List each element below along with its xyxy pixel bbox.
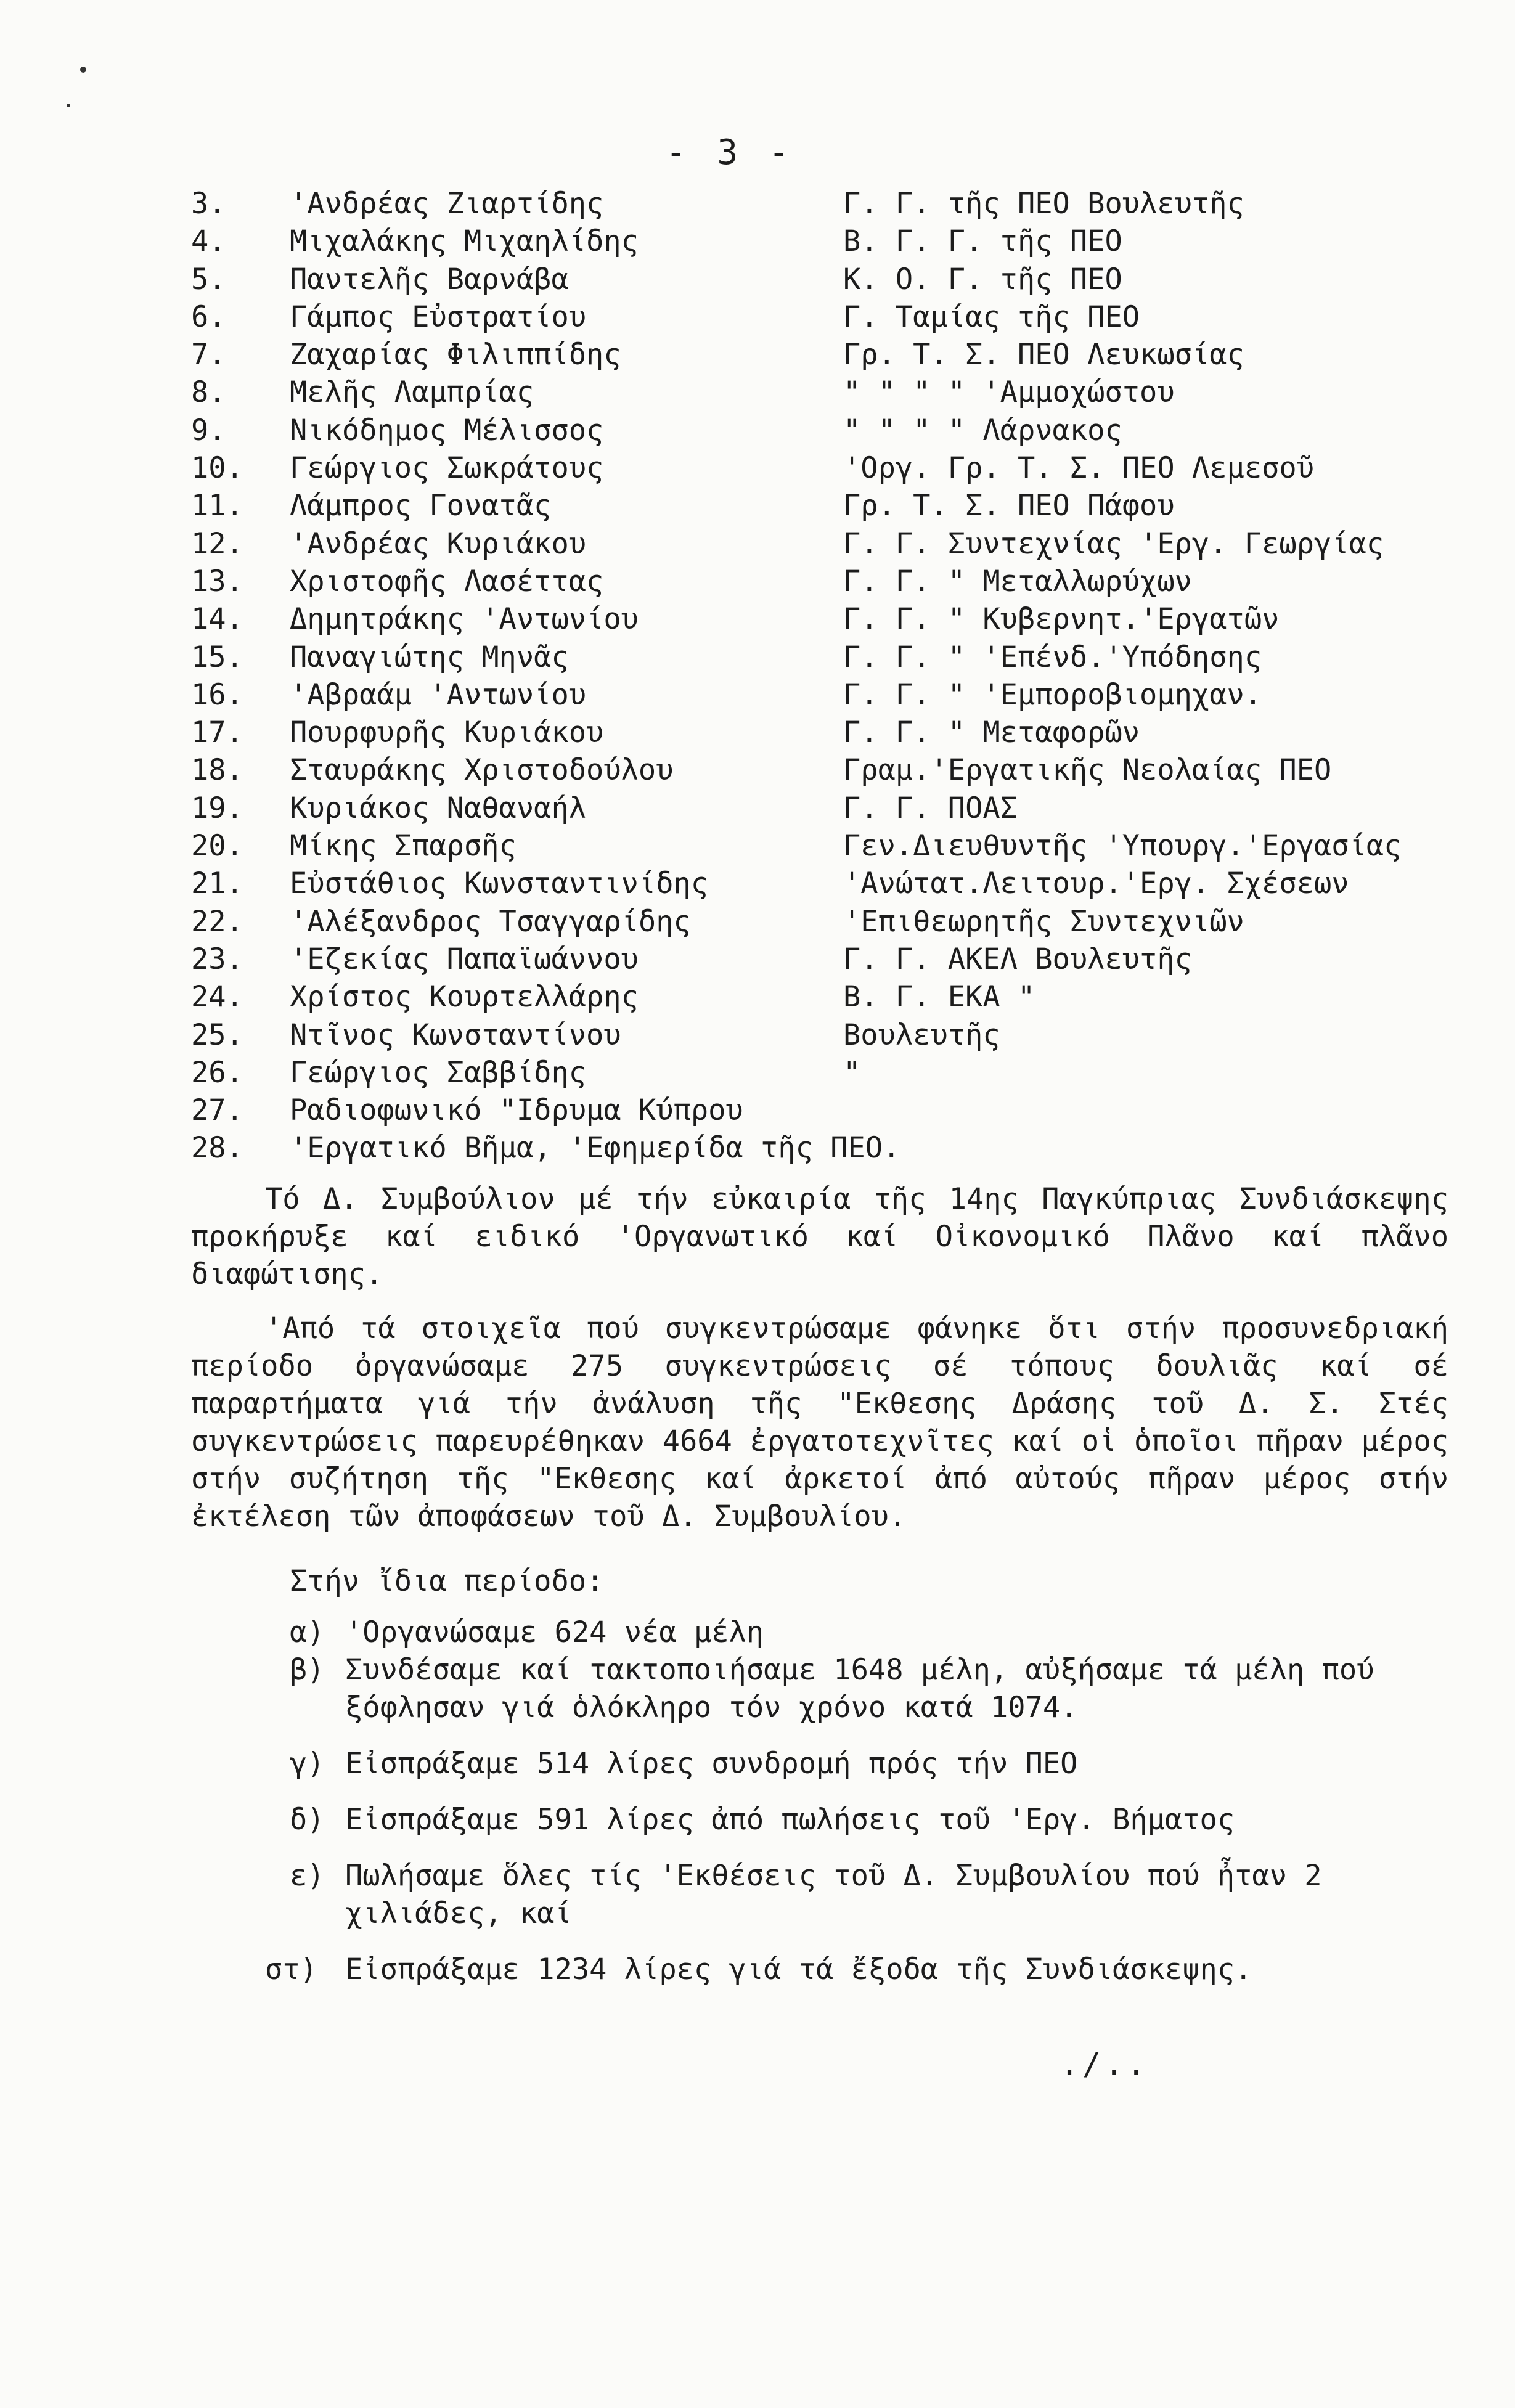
- list-item: [191, 639, 1461, 676]
- person-name: Γεώργιος Σαββίδης: [290, 1055, 587, 1090]
- person-role: Γ. Γ. τῆς ΠΕΟ Βουλευτῆς: [843, 187, 1244, 221]
- person-role: Γ. Ταμίας τῆς ΠΕΟ: [843, 300, 1140, 334]
- person-name: Παναγιώτης Μηνᾶς: [290, 640, 569, 674]
- person-name: Γάμπος Εὐστρατίου: [290, 300, 587, 334]
- list-item: [191, 336, 1461, 373]
- person-name: Ντῖνος Κωνσταντίνου: [290, 1018, 621, 1052]
- achievement-item: [290, 1651, 1461, 1726]
- achievement-item: [265, 1951, 1461, 1988]
- item-number: 25.: [191, 1018, 243, 1052]
- item-number: 5.: [191, 262, 226, 296]
- item-number: 4.: [191, 224, 226, 259]
- item-number: 8.: [191, 375, 226, 410]
- person-role: Γ. Γ. " Κυβερνητ.'Εργατῶν: [843, 602, 1280, 637]
- person-name: 'Εργατικό Βῆμα, 'Εφημερίδα τῆς ΠΕΟ.: [290, 1131, 900, 1165]
- person-role: 'Ανώτατ.Λειτουρ.'Εργ. Σχέσεων: [843, 867, 1349, 901]
- item-number: 15.: [191, 640, 243, 674]
- item-number: 11.: [191, 489, 243, 523]
- person-name: 'Αβραάμ 'Αντωνίου: [290, 677, 587, 712]
- item-number: 17.: [191, 716, 243, 750]
- list-item: [191, 449, 1461, 487]
- item-number: 12.: [191, 526, 243, 561]
- item-text: Πωλήσαμε ὅλες τίς 'Εκθέσεις τοῦ Δ. Συμβουλίου πού ἦταν 2 χιλιάδες, καί: [345, 1859, 1322, 1930]
- item-number: 22.: [191, 904, 243, 939]
- period-intro: Στήν ἴδια περίοδο:: [290, 1564, 604, 1598]
- person-role: Βουλευτῆς: [843, 1018, 1000, 1052]
- item-label: α): [290, 1615, 325, 1649]
- person-name: 'Αλέξανδρος Τσαγγαρίδης: [290, 904, 691, 939]
- person-name: Μίκης Σπαρσῆς: [290, 829, 517, 863]
- item-number: 13.: [191, 564, 243, 598]
- person-role: 'Οργ. Γρ. Τ. Σ. ΠΕΟ Λεμεσοῦ: [843, 451, 1315, 486]
- item-number: 20.: [191, 829, 243, 863]
- person-name: 'Ανδρέας Κυριάκου: [290, 526, 587, 561]
- person-role: ": [843, 1055, 861, 1090]
- item-number: 26.: [191, 1055, 243, 1090]
- item-text: Συνδέσαμε καί τακτοποιήσαμε 1648 μέλη, αὐξήσαμε τά μέλη πού ξόφλησαν γιά ὁλόκληρο τόν χρόνο κατά 1074.: [345, 1653, 1374, 1724]
- item-number: 6.: [191, 300, 226, 334]
- paragraph-statistics: [191, 1310, 1448, 1535]
- item-number: 19.: [191, 791, 243, 825]
- item-number: 7.: [191, 338, 226, 372]
- paragraph-text: 'Από τά στοιχεῖα πού συγκεντρώσαμε φάνηκε ὅτι στήν προσυνεδριακή περίοδο ὀργανώσαμε 275 συγκεντρώσεις σέ τόπους δουλιᾶς καί σέ παραρτήματα γιά τήν ἀνάλυση τῆς "Εκθεσης Δράσης τοῦ Δ. Σ. Στές συγκεντρώσεις παρευρέθηκαν 4664 ἐργατοτεχνῖτες καί οἱ ὁποῖοι πῆραν μέρος στήν συζήτηση τῆς "Εκθεσης καί ἀρκετοί ἀπό αὐτούς πῆραν μέρος στήν ἐκτέλεση τῶν ἀποφάσεων τοῦ Δ. Συμβουλίου.: [191, 1312, 1448, 1533]
- list-item: [191, 261, 1461, 298]
- scan-speck: [67, 104, 70, 107]
- person-name: Μιχαλάκης Μιχαηλίδης: [290, 224, 639, 259]
- person-role: Β. Γ. Γ. τῆς ΠΕΟ: [843, 224, 1122, 259]
- person-name: 'Ανδρέας Ζιαρτίδης: [290, 187, 604, 221]
- achievement-item: [290, 1801, 1461, 1839]
- person-role: Κ. Ο. Γ. τῆς ΠΕΟ: [843, 262, 1122, 296]
- paragraph-text: Τό Δ. Συμβούλιον μέ τήν εὐκαιρία τῆς 14ης Παγκύπριας Συνδιάσκεψης προκήρυξε καί ειδικό 'Οργανωτικό καί Οἰκονομικό Πλᾶνο καί πλᾶνο διαφώτισης.: [191, 1182, 1448, 1291]
- list-item: [191, 865, 1461, 902]
- person-role: Γεν.Διευθυντῆς 'Υπουργ.'Εργασίας: [843, 829, 1402, 863]
- person-role: Γρ. Τ. Σ. ΠΕΟ Πάφου: [843, 489, 1175, 523]
- page-number: - 3 -: [666, 133, 794, 173]
- list-item: [191, 487, 1461, 524]
- item-label: ε): [290, 1859, 325, 1893]
- person-role: Γ. Γ. " 'Εμποροβιομηχαν.: [843, 677, 1262, 712]
- person-role: Γ. Γ. ΑΚΕΛ Βουλευτῆς: [843, 942, 1192, 976]
- list-item: [191, 790, 1461, 827]
- person-role: " " " " 'Αμμοχώστου: [843, 375, 1175, 410]
- person-name: Σταυράκης Χριστοδούλου: [290, 753, 674, 788]
- person-name: Γεώργιος Σωκράτους: [290, 451, 604, 486]
- item-text: Εἰσπράξαμε 591 λίρες ἀπό πωλήσεις τοῦ 'Εργ. Βήματος: [345, 1803, 1235, 1837]
- achievement-item: [290, 1745, 1461, 1782]
- person-name: Λάμπρος Γονατᾶς: [290, 489, 552, 523]
- person-name: Χριστοφῆς Λασέττας: [290, 564, 604, 598]
- scan-speck: [80, 67, 86, 73]
- list-item: [191, 373, 1461, 411]
- person-name: Ζαχαρίας Φιλιππίδης: [290, 338, 621, 372]
- list-item: [191, 676, 1461, 714]
- item-number: 21.: [191, 867, 243, 901]
- list-item: [191, 525, 1461, 563]
- list-item: [191, 1092, 1461, 1129]
- item-number: 10.: [191, 451, 243, 486]
- list-item: [191, 298, 1461, 336]
- person-name: 'Εζεκίας Παπαϊωάννου: [290, 942, 639, 976]
- list-item: [191, 222, 1461, 260]
- item-number: 9.: [191, 413, 226, 447]
- person-name: Δημητράκης 'Αντωνίου: [290, 602, 639, 637]
- list-item: [191, 412, 1461, 449]
- item-label: γ): [290, 1747, 325, 1781]
- list-item: [191, 714, 1461, 751]
- participants-list: [191, 185, 1461, 1167]
- person-name: Νικόδημος Μέλισσος: [290, 413, 604, 447]
- item-number: 27.: [191, 1093, 243, 1128]
- item-text: Εἰσπράξαμε 514 λίρες συνδρομή πρός τήν ΠΕΟ: [345, 1747, 1078, 1781]
- list-item: [191, 185, 1461, 222]
- item-label: στ): [265, 1953, 317, 1986]
- list-item: [191, 978, 1461, 1016]
- list-item: [191, 1054, 1461, 1092]
- person-role: Γ. Γ. ΠΟΑΣ: [843, 791, 1018, 825]
- person-role: Γ. Γ. Συντεχνίας 'Εργ. Γεωργίας: [843, 526, 1384, 561]
- paragraph-plan: [191, 1180, 1448, 1293]
- person-name: Παντελῆς Βαρνάβα: [290, 262, 569, 296]
- item-label: δ): [290, 1803, 325, 1837]
- list-item: [191, 563, 1461, 600]
- list-item: [191, 941, 1461, 978]
- list-item: [191, 903, 1461, 941]
- person-role: Γρ. Τ. Σ. ΠΕΟ Λευκωσίας: [843, 338, 1244, 372]
- item-number: 23.: [191, 942, 243, 976]
- person-name: Ραδιοφωνικό "Ιδρυμα Κύπρου: [290, 1093, 743, 1128]
- person-name: Μελῆς Λαμπρίας: [290, 375, 534, 410]
- list-item: [191, 827, 1461, 865]
- item-number: 28.: [191, 1131, 243, 1165]
- item-number: 24.: [191, 980, 243, 1014]
- person-name: Κυριάκος Ναθαναήλ: [290, 791, 587, 825]
- person-role: Γ. Γ. " Μεταλλωρύχων: [843, 564, 1192, 598]
- list-item: [191, 1129, 1461, 1167]
- achievement-item: [290, 1614, 1461, 1651]
- person-role: Γ. Γ. " Μεταφορῶν: [843, 716, 1140, 750]
- list-item: [191, 600, 1461, 638]
- item-number: 14.: [191, 602, 243, 637]
- list-item: [191, 1016, 1461, 1054]
- person-role: Γ. Γ. " 'Επένδ.'Υπόδησης: [843, 640, 1262, 674]
- person-role: Β. Γ. ΕΚΑ ": [843, 980, 1035, 1014]
- item-text: 'Οργανώσαμε 624 νέα μέλη: [345, 1615, 764, 1649]
- achievements-list: [265, 1614, 1461, 1988]
- person-role: 'Επιθεωρητῆς Συντεχνιῶν: [843, 904, 1244, 939]
- item-text: Εἰσπράξαμε 1234 λίρες γιά τά ἔξοδα τῆς Συνδιάσκεψης.: [345, 1953, 1252, 1986]
- list-item: [191, 751, 1461, 789]
- person-name: Χρίστος Κουρτελλάρης: [290, 980, 639, 1014]
- continuation-mark: ./..: [1060, 2046, 1150, 2082]
- person-name: Πουρφυρῆς Κυριάκου: [290, 716, 604, 750]
- person-role: Γραμ.'Εργατικῆς Νεολαίας ΠΕΟ: [843, 753, 1332, 788]
- achievement-item: [290, 1857, 1461, 1932]
- item-label: β): [290, 1653, 325, 1687]
- item-number: 18.: [191, 753, 243, 788]
- person-role: " " " " Λάρνακος: [843, 413, 1122, 447]
- item-number: 16.: [191, 677, 243, 712]
- person-name: Εὐστάθιος Κωνσταντινίδης: [290, 867, 709, 901]
- item-number: 3.: [191, 187, 226, 221]
